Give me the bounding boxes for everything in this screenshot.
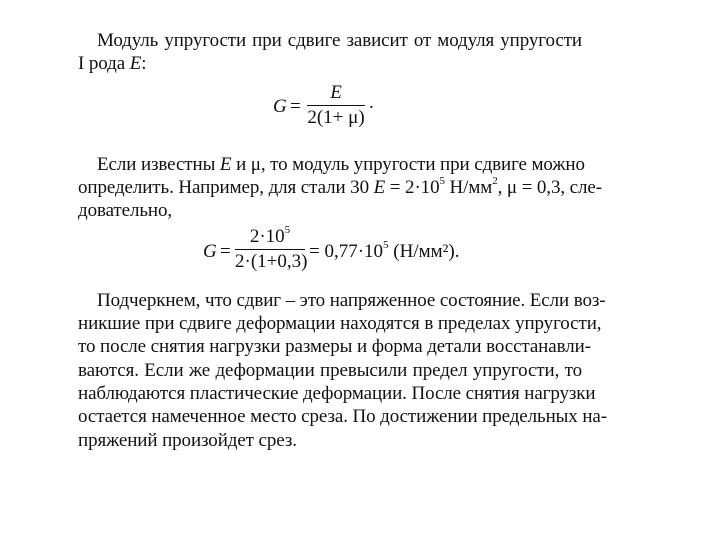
formula1-fraction-bar <box>307 105 365 106</box>
paragraph2-line2-var: E <box>373 177 386 198</box>
paragraph1-line2 <box>78 53 146 75</box>
paragraph3-line1-text: Подчеркнем, что сдвиг – это напряженное состояние. Если воз- <box>97 290 606 311</box>
paragraph3-line1 <box>97 290 606 312</box>
paragraph3-line4-text: ваются. Если же деформации превысили предел упругости, то <box>78 360 582 381</box>
paragraph3-line6-text: остается намеченное место среза. По достижении предельных на- <box>78 406 607 427</box>
paragraph3-line5 <box>78 383 596 405</box>
paragraph2-line1-a: Если известны <box>97 154 220 175</box>
formula-steel-example <box>203 224 463 280</box>
paragraph3-line7 <box>78 430 297 452</box>
paragraph3-line2-text: никшие при сдвиге деформации находятся в пределах упругости, <box>78 313 602 334</box>
formula2-result-exp: 5 <box>383 238 389 251</box>
paragraph1-line1 <box>97 30 582 52</box>
formula2-fraction-bar <box>235 249 305 250</box>
formula1-denominator: 2(1+ μ) <box>307 107 365 128</box>
formula1-trail: . <box>369 92 374 113</box>
formula1-eq: = <box>290 96 301 117</box>
paragraph2-line3 <box>78 200 172 222</box>
paragraph3-line5-text: наблюдаются пластические деформации. После снятия нагрузки <box>78 383 596 404</box>
paragraph1-line2-pre: I рода <box>78 53 130 74</box>
paragraph2-line2-b: = 2·10 <box>385 177 440 198</box>
paragraph3-line3-text: то после снятия нагрузки размеры и форма детали восстанавли- <box>78 336 591 357</box>
formula2-numerator-exp: 5 <box>284 223 291 236</box>
paragraph2-line2-c: Н/мм <box>444 177 493 198</box>
paragraph3-line2 <box>78 313 602 335</box>
paragraph2-line2-exp2: 2 <box>492 174 498 187</box>
formula2-denominator: 2·(1+0,3) <box>235 251 308 272</box>
paragraph3-line4 <box>78 360 582 382</box>
paragraph2-line1-b: и μ, то модуль упругости при сдвиге можно <box>231 154 585 175</box>
paragraph1-line2-var: E <box>129 53 142 74</box>
formula1-lhs: G <box>273 96 287 117</box>
paragraph3-line7-text: пряжений произойдет срез. <box>78 430 297 451</box>
paragraph2-line2-exp: 5 <box>439 174 445 187</box>
formula1-numerator: E <box>330 82 342 103</box>
paragraph3-line6 <box>78 406 607 428</box>
formula-shear-modulus <box>273 84 383 134</box>
formula1-fraction <box>307 82 365 129</box>
formula2-numerator <box>235 223 305 248</box>
paragraph2-line2-d: , μ = 0,3, сле- <box>497 177 602 198</box>
paragraph3-line3 <box>78 336 591 358</box>
formula2-result-unit: (Н/мм²). <box>388 241 460 262</box>
paragraph1-line1-text: Модуль упругости при сдвиге зависит от модуля упругости <box>97 30 582 51</box>
formula2-result-a: = 0,77·10 <box>309 241 384 262</box>
paragraph1-line2-post: : <box>141 53 147 74</box>
formula2-lhs: G <box>203 241 217 262</box>
paragraph2-line2 <box>78 174 602 199</box>
paragraph2-line1 <box>97 154 585 176</box>
formula2-fraction <box>235 223 308 273</box>
formula2-numerator-base: 2·10 <box>249 226 285 247</box>
paragraph2-line2-a: определить. Например, для стали 30 <box>78 177 374 198</box>
paragraph2-line1-var: E <box>219 154 232 175</box>
formula2-eq: = <box>220 241 231 262</box>
paragraph2-line3-text: довательно, <box>78 200 173 221</box>
formula2-result <box>309 238 460 263</box>
